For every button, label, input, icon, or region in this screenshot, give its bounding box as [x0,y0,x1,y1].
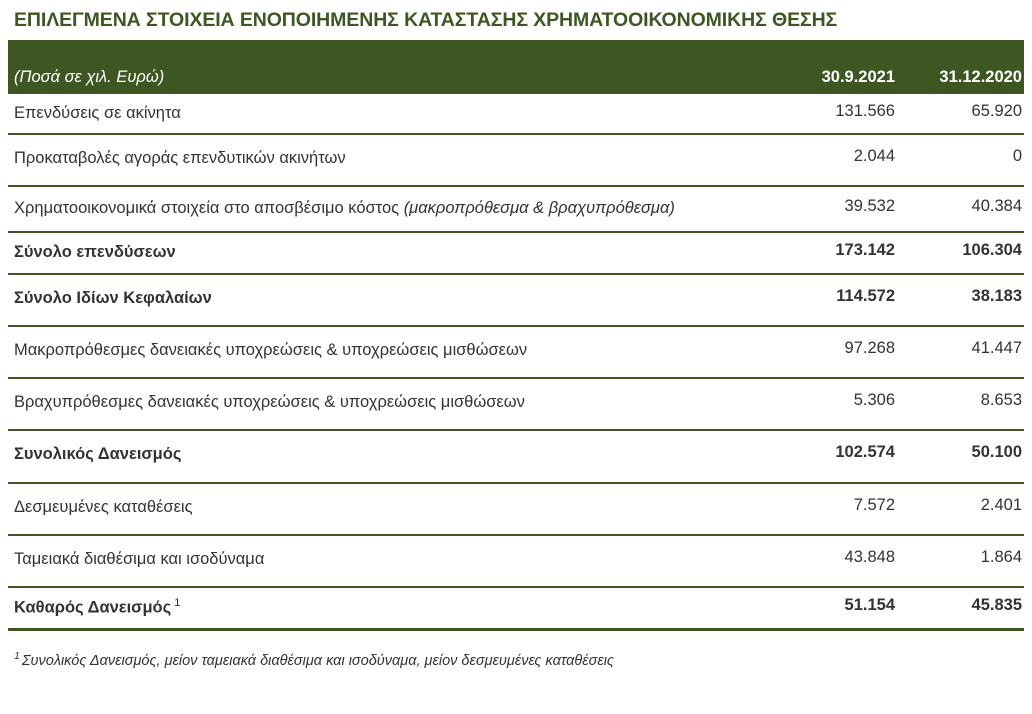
row-value-period-2: 45.835 [897,587,1024,628]
financial-position-table [8,40,1024,628]
row-value-period-2: 0 [897,134,1024,186]
table-row [8,430,1024,482]
row-label: Καθαρός Δανεισμός $^1$ [8,587,770,628]
row-value-period-2: 40.384 [897,186,1024,232]
row-value-period-2: 2.401 [897,483,1024,535]
row-value-period-1: 7.572 [770,483,897,535]
row-label: Δεσμευμένες καταθέσεις [8,483,770,535]
table-row [8,94,1024,134]
row-value-period-2: 106.304 [897,232,1024,273]
table-row [8,232,1024,273]
footnote [8,631,1024,671]
row-label: Ταμειακά διαθέσιμα και ισοδύναμα [8,535,770,587]
row-value-period-2: 38.183 [897,274,1024,326]
column-header-period-2: 31.12.2020 [939,67,1022,86]
row-label: Επενδύσεις σε ακίνητα [14,103,181,122]
row-value-period-2: 50.100 [897,430,1024,482]
table-header-row [8,40,1024,94]
row-value-period-1: 131.566 [835,101,895,120]
row-value-period-1: 39.532 [770,186,897,232]
row-value-period-2: 41.447 [897,326,1024,378]
row-value-period-1: 97.268 [770,326,897,378]
column-header-units: (Ποσά σε χιλ. Ευρώ) [14,67,165,86]
row-label-qualifier: (μακροπρόθεσμα & βραχυπρόθεσμα) [403,199,675,218]
row-value-period-1: 173.142 [770,232,897,273]
column-header-period-1: 30.9.2021 [821,67,895,86]
row-label: Βραχυπρόθεσμες δανειακές υποχρεώσεις & υποχρεώσεις μισθώσεων [8,378,770,430]
row-value-period-1: 114.572 [770,274,897,326]
row-value-period-2: 65.920 [971,101,1022,120]
footnote-text: Συνολικός Δανεισμός, μείον ταμειακά διαθέσιμα και ισοδύναμα, μείον δεσμευμένες καταθέσεις [21,652,614,669]
row-value-period-1: 2.044 [770,134,897,186]
row-value-period-2: 8.653 [897,378,1024,430]
row-label: Μακροπρόθεσμες δανειακές υποχρεώσεις & υποχρεώσεις μισθώσεων [8,326,770,378]
row-label: Σύνολο Ιδίων Κεφαλαίων [8,274,770,326]
footnote-marker: 1 [14,649,20,662]
table-row [8,535,1024,587]
row-value-period-1: 43.848 [770,535,897,587]
row-value-period-1: 5.306 [770,378,897,430]
table-row [8,587,1024,628]
table-row [8,483,1024,535]
page-title: ΕΠΙΛΕΓΜΕΝΑ ΣΤΟΙΧΕΙΑ ΕΝΟΠΟΙΗΜΕΝΗΣ ΚΑΤΑΣΤΑΣΗΣ ΧΡΗΜΑΤΟΟΙΚΟΝΟΜΙΚΗΣ ΘΕΣΗΣ [14,9,838,31]
table-row [8,274,1024,326]
row-value-period-2: 1.864 [897,535,1024,587]
table-body [8,94,1024,628]
row-label: Σύνολο επενδύσεων [8,232,770,273]
table-header [8,40,1024,94]
row-label: Προκαταβολές αγοράς επενδυτικών ακινήτων [8,134,770,186]
row-label: Χρηματοοικονομικά στοιχεία στο αποσβέσιμο κόστος (μακροπρόθεσμα & βραχυπρόθεσμα) [8,186,770,232]
row-value-period-1: 102.574 [770,430,897,482]
row-value-period-1: 51.154 [770,587,897,628]
table-row [8,378,1024,430]
table-row [8,186,1024,232]
table-row [8,134,1024,186]
row-label: Συνολικός Δανεισμός [8,430,770,482]
row-footnote-marker: 1 [174,597,181,610]
table-row [8,326,1024,378]
